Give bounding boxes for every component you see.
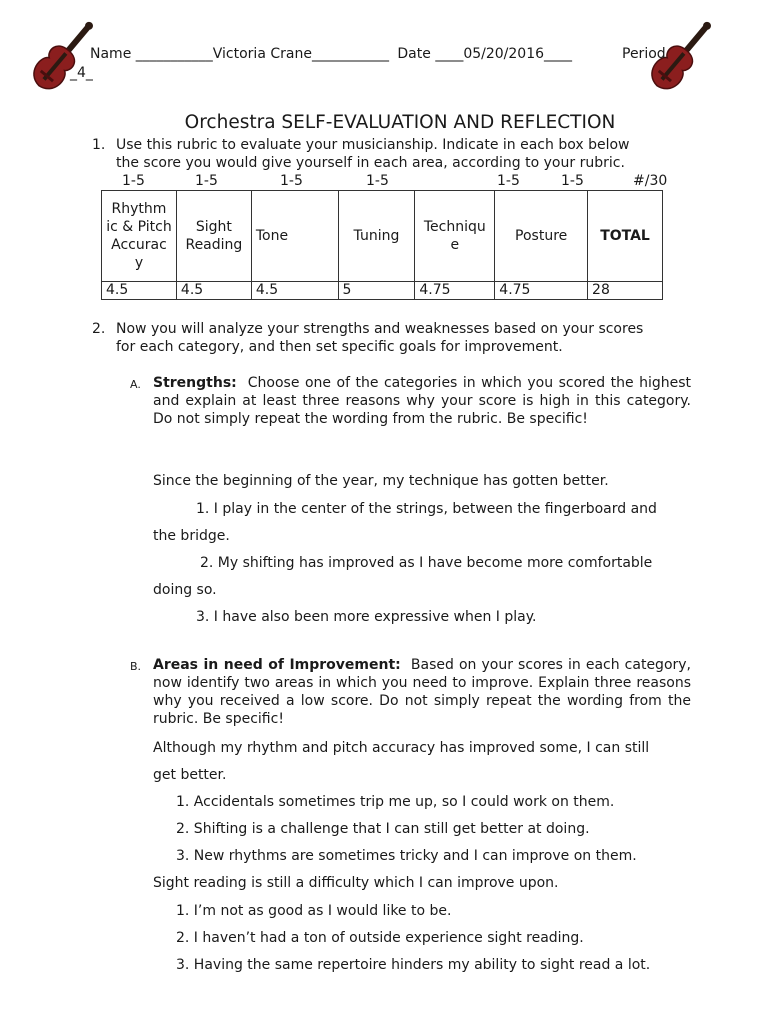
q1-text-line2: the score you would give yourself in each area, according to your rubric. [116, 155, 625, 171]
scale-label: 1-5 [366, 173, 389, 189]
period-label: Period [622, 46, 666, 62]
date-label: Date [397, 46, 431, 62]
scale-label: 1-5 [122, 173, 145, 189]
period-field[interactable]: _4_ [70, 65, 93, 81]
scale-label: 1-5 [280, 173, 303, 189]
rubric-table [101, 190, 663, 300]
section-a-letter: A. [130, 378, 141, 391]
section-b-letter: B. [130, 660, 142, 673]
rubric-header: Tuning [338, 191, 415, 282]
q2-number: 2. [92, 321, 106, 337]
section-a-item[interactable]: 2. My shifting has improved as I have become more comfortable [200, 555, 653, 571]
rubric-header: Techniqu e [415, 191, 495, 282]
date-field[interactable]: ____05/20/2016____ [435, 46, 573, 62]
section-b-item[interactable]: 3. New rhythms are sometimes tricky and I can improve on them. [176, 848, 637, 864]
scale-label: 1-5 [561, 173, 584, 189]
q1-number: 1. [92, 137, 106, 153]
rubric-score-cell[interactable]: 4.5 [251, 282, 338, 300]
section-a-intro[interactable]: Since the beginning of the year, my technique has gotten better. [153, 473, 609, 489]
section-a-prompt-text: Choose one of the categories in which you scored the highest and explain at least three reasons why your score is high in this category. Do not simply repeat the wording from the rubric. Be specific! [153, 375, 691, 427]
section-b-intro[interactable]: Sight reading is still a difficulty which I can improve upon. [153, 875, 559, 891]
q2-line1: Now you will analyze your strengths and weaknesses based on your scores [116, 321, 644, 337]
section-b-item[interactable]: 2. Shifting is a challenge that I can still get better at doing. [176, 821, 590, 837]
section-a-prompt [153, 374, 691, 428]
header-name-row [90, 46, 572, 62]
section-b-item[interactable]: 1. Accidentals sometimes trip me up, so I could work on them. [176, 794, 615, 810]
rubric-total-cell[interactable]: 28 [588, 282, 663, 300]
rubric-header: Sight Reading [176, 191, 251, 282]
rubric-header: Posture [495, 191, 588, 282]
rubric-score-cell[interactable]: 5 [338, 282, 415, 300]
section-a-item[interactable]: 3. I have also been more expressive when I play. [196, 609, 537, 625]
scale-label: 1-5 [497, 173, 520, 189]
rubric-header: Tone [251, 191, 338, 282]
rubric-header: Rhythm ic & Pitch Accurac y [102, 191, 177, 282]
scale-label: #/30 [633, 173, 668, 189]
section-b-intro[interactable]: get better. [153, 767, 227, 783]
q2-line2: for each category, and then set specific goals for improvement. [116, 339, 563, 355]
rubric-score-cell[interactable]: 4.75 [415, 282, 495, 300]
section-a-item[interactable]: the bridge. [153, 528, 230, 544]
section-b-prompt-text: Based on your scores in each category, now identify two areas in which you need to improve. Explain three reasons why you received a low score. Do not simply repeat the wording from the rubric. Be specific! [153, 657, 692, 727]
rubric-header-total: TOTAL [588, 191, 663, 282]
rubric-score-cell[interactable]: 4.5 [176, 282, 251, 300]
scale-label: 1-5 [195, 173, 218, 189]
section-b-item[interactable]: 3. Having the same repertoire hinders my ability to sight read a lot. [176, 957, 651, 973]
rubric-score-cell[interactable]: 4.75 [495, 282, 588, 300]
name-field[interactable]: ___________Victoria Crane___________ [135, 46, 389, 62]
section-b-prompt [153, 656, 691, 728]
page-title: Orchestra SELF-EVALUATION AND REFLECTION [184, 112, 616, 133]
section-b-item[interactable]: 2. I haven’t had a ton of outside experience sight reading. [176, 930, 584, 946]
name-label: Name [90, 46, 132, 62]
section-a-heading: Strengths: [153, 375, 237, 391]
section-b-intro[interactable]: Although my rhythm and pitch accuracy has improved some, I can still [153, 740, 650, 756]
section-b-item[interactable]: 1. I’m not as good as I would like to be. [176, 903, 452, 919]
section-a-item[interactable]: doing so. [153, 582, 217, 598]
rubric-score-cell[interactable]: 4.5 [102, 282, 177, 300]
section-a-item[interactable]: 1. I play in the center of the strings, between the fingerboard and [196, 501, 657, 517]
section-b-heading: Areas in need of Improvement: [153, 657, 401, 673]
q1-text-line1: Use this rubric to evaluate your musicianship. Indicate in each box below [116, 137, 630, 153]
